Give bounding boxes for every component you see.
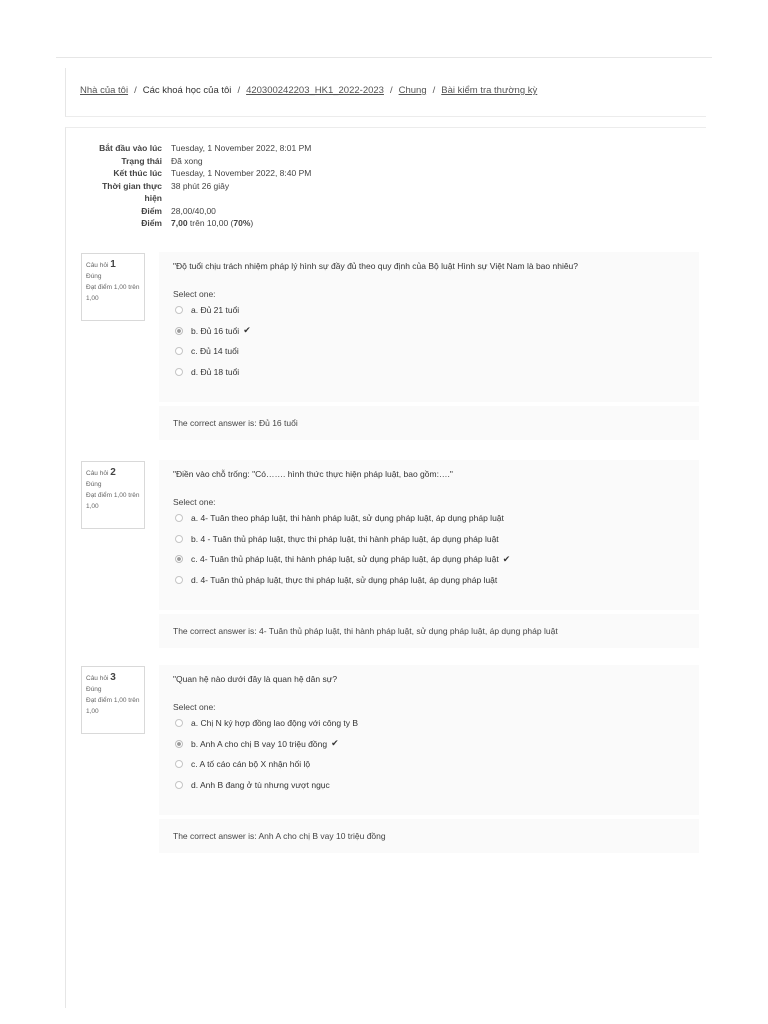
question-number-line [86, 672, 140, 684]
select-prompt: Select one: [173, 702, 216, 712]
check-icon: ✔ [331, 738, 339, 749]
question-content [159, 665, 699, 815]
summary-value: Tuesday, 1 November 2022, 8:01 PM [171, 143, 312, 153]
option-label: b. 4 - Tuân thủ pháp luật, thực thi pháp luật, thi hành pháp luật, áp dụng pháp luật [191, 533, 499, 544]
answer-option[interactable] [173, 570, 685, 591]
select-prompt: Select one: [173, 497, 216, 507]
question-label: Câu hỏi [86, 470, 109, 477]
answer-option[interactable] [173, 529, 685, 550]
answer-option[interactable] [173, 754, 685, 775]
breadcrumb-quiz-link[interactable]: Bài kiểm tra thường kỳ [441, 85, 538, 96]
summary-value: Đã xong [171, 155, 203, 166]
breadcrumb-separator: / [237, 85, 241, 96]
answer-options [159, 300, 699, 382]
breadcrumb-separator: / [134, 85, 137, 96]
correct-answer-feedback: The correct answer is: 4- Tuân thủ pháp luật, thi hành pháp luật, sử dụng pháp luật, áp dụng pháp luật [159, 614, 699, 648]
breadcrumb-course-link[interactable]: 420300242203_HK1_2022-2023 [246, 85, 384, 96]
summary-row-completed [86, 167, 311, 180]
summary-label: Trạng thái [121, 155, 162, 166]
summary-label: Thời gian thực hiện [102, 180, 162, 203]
summary-label: Bắt đầu vào lúc [99, 143, 162, 153]
summary-row-started [86, 142, 311, 155]
question-label: Câu hỏi [86, 262, 109, 269]
option-label: d. Anh B đang ở tù nhưng vượt ngục [191, 779, 330, 790]
radio-button-selected[interactable] [175, 555, 183, 563]
option-label: c. Đủ 14 tuổi [191, 346, 239, 357]
question-info [81, 666, 145, 734]
summary-label: Kết thúc lúc [113, 168, 162, 178]
radio-button[interactable] [175, 781, 183, 789]
summary-row-state [86, 155, 311, 168]
question-number: 2 [110, 467, 116, 478]
summary-value: 38 phút 26 giây [171, 180, 230, 191]
grade-percent: 70% [233, 218, 251, 228]
breadcrumb-separator: / [432, 85, 436, 96]
question-info [81, 253, 145, 321]
question-state: Đúng [86, 686, 102, 693]
summary-label: Điểm [141, 218, 162, 228]
question-number-line [86, 259, 140, 271]
check-icon: ✔ [243, 325, 251, 336]
answer-option[interactable] [173, 321, 685, 342]
summary-row-marks [86, 205, 311, 218]
option-label: c. 4- Tuân thủ pháp luật, thi hành pháp luật, sử dụng pháp luật, áp dụng pháp luật [191, 554, 499, 565]
question-mark: Đạt điểm 1,00 trên 1,00 [86, 492, 140, 510]
radio-button[interactable] [175, 368, 183, 376]
option-label: d. Đủ 18 tuổi [191, 366, 240, 377]
breadcrumb-section-link[interactable]: Chung [398, 85, 427, 96]
breadcrumb-bar [65, 68, 706, 117]
question-mark: Đạt điểm 1,00 trên 1,00 [86, 697, 140, 715]
summary-row-grade [86, 217, 311, 230]
question-text: "Quan hệ nào dưới đây là quan hệ dân sự? [173, 674, 338, 684]
question-number: 1 [110, 259, 116, 270]
radio-button[interactable] [175, 347, 183, 355]
top-divider [56, 57, 712, 58]
radio-button-selected[interactable] [175, 327, 183, 335]
answer-options [159, 508, 699, 590]
breadcrumb-courses: Các khoá học của tôi [142, 85, 232, 96]
option-label: a. Đủ 21 tuổi [191, 305, 240, 316]
summary-value: 28,00/40,00 [171, 205, 216, 216]
correct-answer-feedback: The correct answer is: Đủ 16 tuổi [159, 406, 699, 440]
question-info [81, 461, 145, 529]
summary-label: Điểm [141, 205, 162, 216]
check-icon: ✔ [502, 553, 511, 564]
answer-option[interactable] [173, 549, 685, 570]
question-content [159, 252, 699, 402]
question-text: "Độ tuổi chịu trách nhiệm pháp lý hình sự đầy đủ theo quy định của Bộ luật Hình sự Việt Nam là bao nhiêu? [173, 261, 579, 271]
radio-button[interactable] [175, 760, 183, 768]
answer-options [159, 713, 699, 795]
answer-option[interactable] [173, 734, 685, 755]
breadcrumb-home-link[interactable]: Nhà của tôi [80, 85, 129, 96]
answer-option[interactable] [173, 362, 685, 383]
grade-out-of: trên 10,00 ( [187, 218, 234, 228]
option-label: a. Chị N ký hợp đồng lao động với công ty B [191, 718, 359, 729]
answer-option[interactable] [173, 300, 685, 321]
answer-option[interactable] [173, 775, 685, 796]
breadcrumb-separator: / [389, 85, 393, 96]
option-label: a. 4- Tuân theo pháp luật, thi hành pháp luật, sử dụng pháp luật, áp dụng pháp luật [191, 513, 504, 524]
option-label: c. A tố cáo cán bộ X nhận hối lộ [191, 759, 311, 770]
radio-button[interactable] [175, 719, 183, 727]
option-label: b. Anh A cho chị B vay 10 triệu đồng [191, 738, 328, 749]
question-number-line [86, 467, 140, 479]
question-content [159, 460, 699, 610]
radio-button[interactable] [175, 576, 183, 584]
summary-value [171, 217, 253, 230]
grade-close: ) [250, 218, 254, 228]
question-mark: Đạt điểm 1,00 trên 1,00 [86, 284, 140, 302]
radio-button-selected[interactable] [175, 740, 183, 748]
attempt-summary [86, 142, 311, 230]
option-label: d. 4- Tuân thủ pháp luật, thực thi pháp luật, sử dụng pháp luật, áp dụng pháp luật [191, 574, 498, 585]
radio-button[interactable] [175, 306, 183, 314]
summary-row-time-taken [86, 180, 311, 205]
grade-value: 7,00 [171, 218, 188, 228]
select-prompt: Select one: [173, 289, 216, 299]
answer-option[interactable] [173, 508, 685, 529]
question-label: Câu hỏi [86, 675, 109, 682]
answer-option[interactable] [173, 341, 685, 362]
question-text: "Điền vào chỗ trống: "Có……. hình thức thực hiện pháp luật, bao gồm:…." [173, 469, 453, 479]
radio-button[interactable] [175, 514, 183, 522]
question-number: 3 [110, 672, 116, 683]
option-label: b. Đủ 16 tuổi [191, 325, 240, 336]
summary-value: Tuesday, 1 November 2022, 8:40 PM [171, 168, 312, 178]
question-state: Đúng [86, 273, 102, 280]
correct-answer-feedback: The correct answer is: Anh A cho chị B vay 10 triệu đồng [159, 819, 699, 853]
answer-option[interactable] [173, 713, 685, 734]
question-state: Đúng [86, 481, 102, 488]
breadcrumb [80, 85, 537, 96]
radio-button[interactable] [175, 535, 183, 543]
quiz-review-region [65, 127, 706, 1008]
